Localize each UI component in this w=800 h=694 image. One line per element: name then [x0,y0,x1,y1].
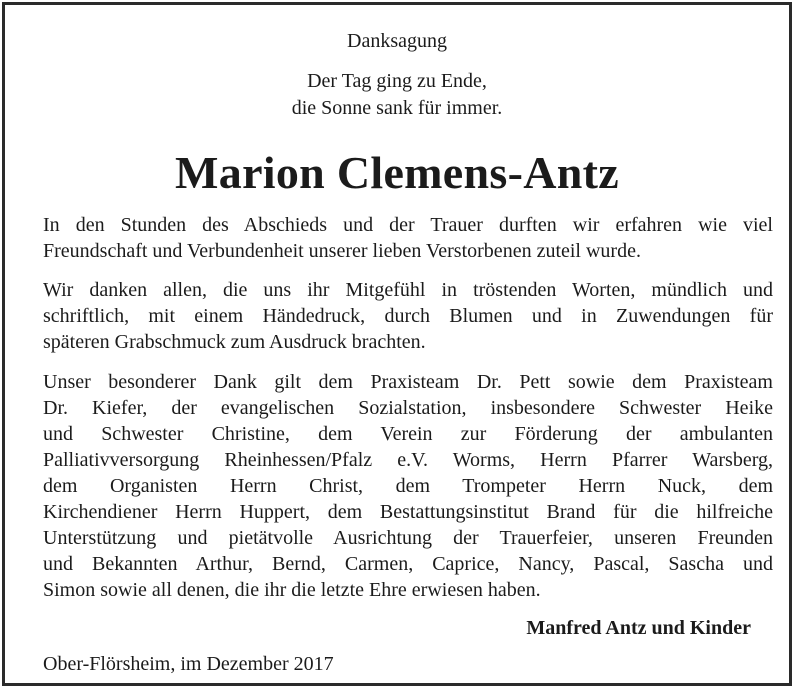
text-line: schriftlich, mit einem Händedruck, durch Blumen und in Zuwendungen für [43,305,773,327]
text-line: und Schwester Christine, dem Verein zur Förderung der ambulanten [43,423,773,445]
place-date: Ober-Flörsheim, im Dezember 2017 [43,653,334,675]
text-line: Wir danken allen, die uns ihr Mitgefühl in tröstenden Worten, mündlich und [43,279,773,301]
text-line: In den Stunden des Abschieds und der Trauer durften wir erfahren wie viel [43,214,773,236]
text-line: Unterstützung und pietätvolle Ausrichtung der Trauerfeier, unseren Freunden [43,527,773,549]
text-line: Dr. Kiefer, der evangelischen Sozialstation, insbesondere Schwester Heike [43,397,773,419]
notice-heading: Danksagung [347,30,447,52]
verse-line: die Sonne sank für immer. [291,97,503,119]
deceased-name: Marion Clemens-Antz [175,147,619,198]
text-line: Freundschaft und Verbundenheit unserer lieben Verstorbenen zuteil wurde. [43,240,641,262]
paragraph-special-thanks [43,369,773,603]
paragraph-gratitude-intro [43,212,773,264]
text-line: Kirchendiener Herrn Huppert, dem Bestattungsinstitut Brand für die hilfreiche [43,501,773,523]
verse [5,68,789,122]
paragraph-thanks-all [43,277,773,355]
obituary-notice [2,2,792,686]
verse-line: Der Tag ging zu Ende, [307,70,487,92]
signature: Manfred Antz und Kinder [526,617,751,639]
text-line: späteren Grabschmuck zum Ausdruck brachten. [43,331,426,353]
text-line: dem Organisten Herrn Christ, dem Trompeter Herrn Nuck, dem [43,475,773,497]
text-line: Palliativversorgung Rheinhessen/Pfalz e.V. Worms, Herrn Pfarrer Warsberg, [43,449,773,471]
text-line: und Bekannten Arthur, Bernd, Carmen, Caprice, Nancy, Pascal, Sascha und [43,553,773,575]
text-line: Unser besonderer Dank gilt dem Praxisteam Dr. Pett sowie dem Praxisteam [43,371,773,393]
text-line: Simon sowie all denen, die ihr die letzte Ehre erwiesen haben. [43,579,541,601]
